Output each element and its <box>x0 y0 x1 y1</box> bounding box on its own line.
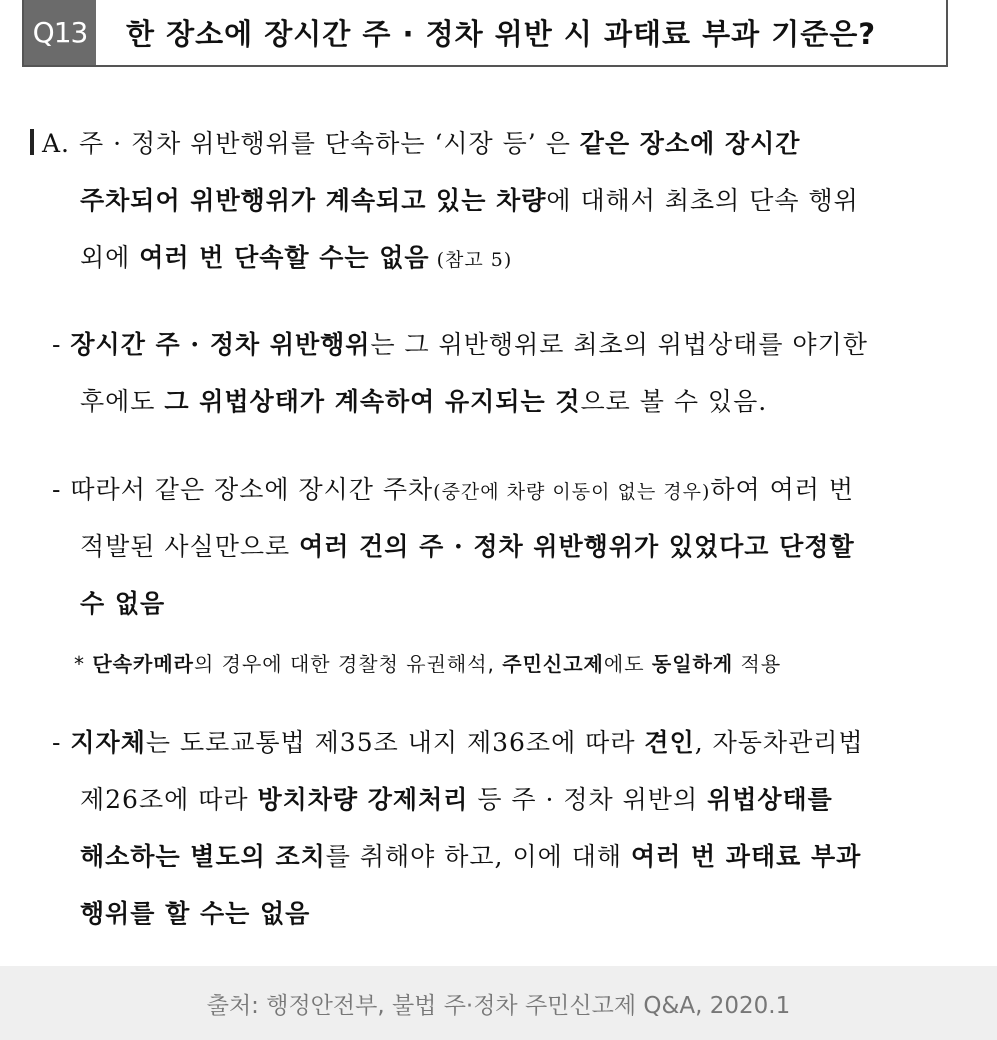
answer-line-3 <box>80 238 512 274</box>
bullet-emphasis: 방치차량 강제처리 <box>257 785 469 814</box>
bullet-dash: - <box>52 475 62 504</box>
bullet-emphasis: 여러 건의 주 · 정차 위반행위가 있었다고 단정할 <box>299 532 855 561</box>
bullet-text: 는 그 위반행위로 최초의 위법상태를 야기한 <box>370 330 868 359</box>
reference-note: (참고 5) <box>429 249 513 271</box>
note-emphasis: 단속카메라 <box>92 652 194 676</box>
bullet-emphasis: 견인 <box>644 728 695 757</box>
bullet3-line-2 <box>80 780 833 816</box>
bullet1-line-1 <box>52 325 868 361</box>
bullet1-line-2 <box>80 382 767 418</box>
note-emphasis: 동일하게 <box>651 652 734 676</box>
bullet3-line-4 <box>80 894 310 930</box>
bullet2-line-3 <box>80 584 165 620</box>
answer-emphasis: 주차되어 위반행위가 계속되고 있는 차량 <box>80 186 547 215</box>
note-text: 의 경우에 대한 경찰청 유권해석, <box>193 652 503 676</box>
question-number-badge: Q13 <box>24 0 96 65</box>
bullet-dash: - <box>52 728 62 757</box>
bullet-emphasis: 위법상태를 <box>707 785 833 814</box>
bullet-text: , 자동차관리법 <box>694 728 864 757</box>
bullet-dash: - <box>52 330 62 359</box>
bullet-emphasis: 여러 번 과태료 부과 <box>630 842 862 871</box>
answer-label: A. <box>42 129 71 158</box>
note-text: 에도 <box>603 652 652 676</box>
answer-emphasis: 여러 번 단속할 수는 없음 <box>139 243 430 272</box>
bullet-text: 등 주 · 정차 위반의 <box>468 785 708 814</box>
bullet2-line-2 <box>80 527 855 563</box>
bullet3-line-1 <box>52 723 864 759</box>
bullet-emphasis: 장시간 주 · 정차 위반행위 <box>70 330 371 359</box>
bullet-text: 따라서 같은 장소에 장시간 주차 <box>70 475 434 504</box>
question-header <box>22 0 948 67</box>
bullet-emphasis: 해소하는 별도의 조치 <box>80 842 326 871</box>
bullet-text: 제26조에 따라 <box>80 785 258 814</box>
question-title: 한 장소에 장시간 주 · 정차 위반 시 과태료 부과 기준은? <box>126 17 877 51</box>
bullet-emphasis: 지자체 <box>70 728 146 757</box>
answer-emphasis: 같은 장소에 장시간 <box>579 129 801 158</box>
bullet2-line-1 <box>52 470 854 506</box>
bullet-text: 으로 볼 수 있음. <box>580 387 768 416</box>
answer-marker-bar <box>30 129 34 155</box>
answer-text: 외에 <box>80 243 140 272</box>
source-citation: 출처: 행정안전부, 불법 주·정차 주민신고제 Q&A, 2020.1 <box>206 992 791 1019</box>
bullet-text: 후에도 <box>80 387 165 416</box>
bullet-text: 적발된 사실만으로 <box>80 532 300 561</box>
note-emphasis: 주민신고제 <box>502 652 604 676</box>
footnote-star: * <box>74 652 85 676</box>
answer-line-1 <box>30 124 800 160</box>
footnote <box>74 648 781 677</box>
bullet-text: 하여 여러 번 <box>710 475 855 504</box>
answer-line-2 <box>80 181 859 217</box>
answer-text: 주 · 정차 위반행위를 단속하는 ‘시장 등’ 은 <box>78 129 580 158</box>
bullet-emphasis: 행위를 할 수는 없음 <box>80 899 311 928</box>
answer-text: 에 대해서 최초의 단속 행위 <box>546 186 859 215</box>
bullet-emphasis: 그 위법상태가 계속하여 유지되는 것 <box>164 387 581 416</box>
bullet-emphasis: 수 없음 <box>80 589 166 618</box>
bullet3-line-3 <box>80 837 861 873</box>
source-footer <box>0 966 997 1040</box>
note-text: 적용 <box>733 652 782 676</box>
bullet-text: 는 도로교통법 제35조 내지 제36조에 따라 <box>145 728 645 757</box>
parenthetical-note: (중간에 차량 이동이 없는 경우) <box>433 481 711 503</box>
bullet-text: 를 취해야 하고, 이에 대해 <box>325 842 631 871</box>
